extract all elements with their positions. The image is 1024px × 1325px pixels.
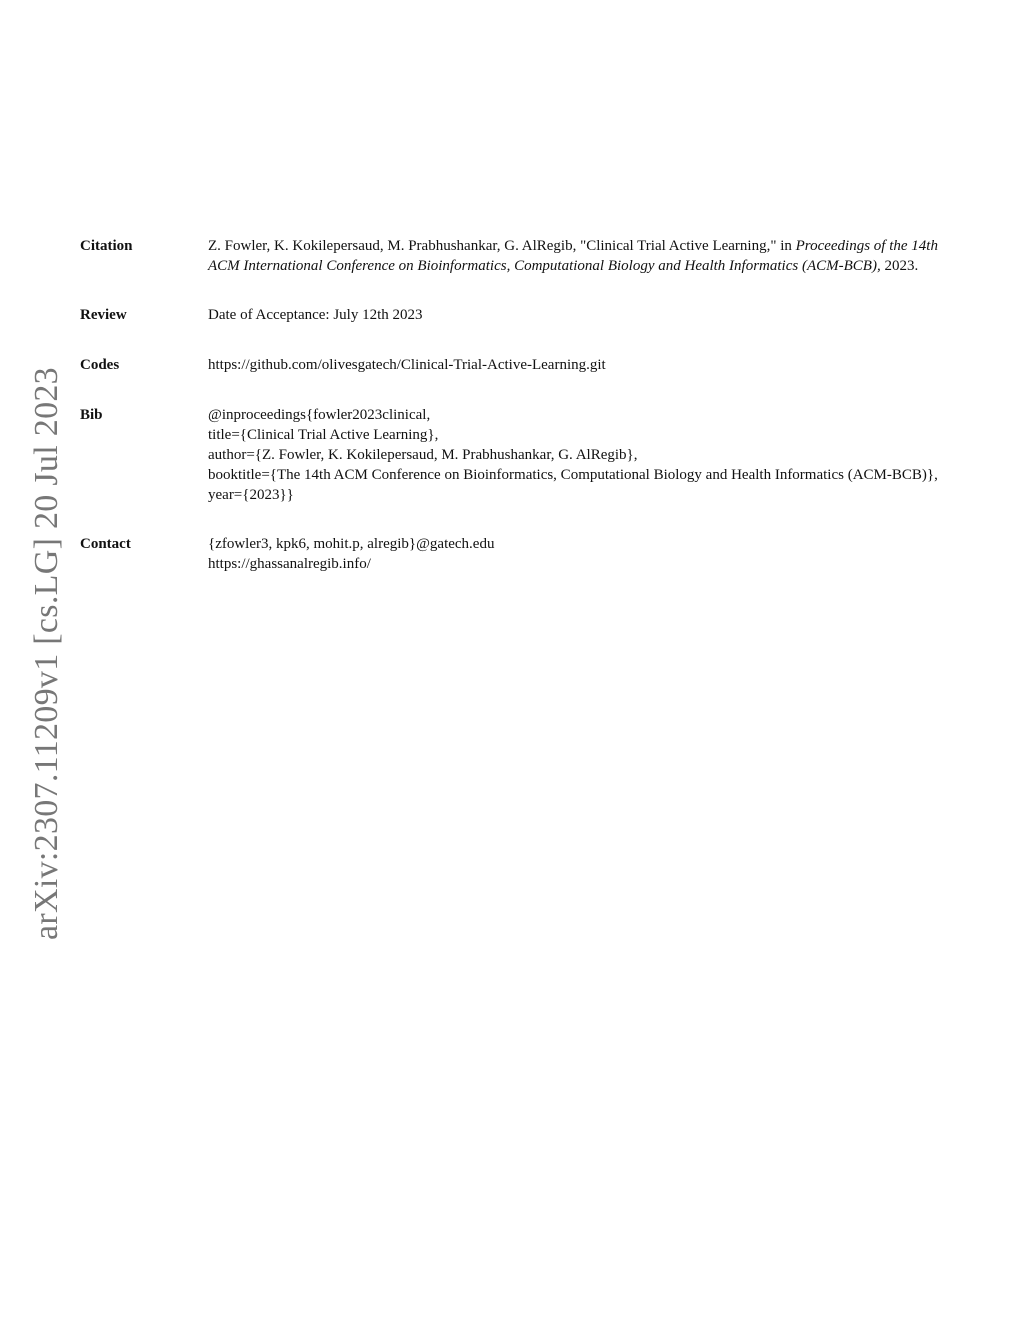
bibtex-entry bbox=[208, 405, 940, 505]
citation-label: Citation bbox=[80, 238, 133, 254]
contact-details bbox=[208, 534, 940, 574]
contact-row bbox=[80, 534, 940, 574]
bibtex-line: year={2023}} bbox=[208, 487, 294, 503]
citation-row bbox=[80, 236, 940, 276]
citation-venue: Proceedings of the 14th ACM International Conference on Bioinformatics, Computational Biology and Health Informatics (ACM-BCB), bbox=[208, 238, 938, 274]
codes-row bbox=[80, 355, 940, 375]
citation-year: 2023. bbox=[880, 258, 919, 274]
contact-website-link[interactable]: https://ghassanalregib.info/ bbox=[208, 556, 371, 572]
paper-info-table bbox=[80, 236, 940, 574]
review-acceptance-date: Date of Acceptance: July 12th 2023 bbox=[208, 307, 423, 323]
bibtex-line: author={Z. Fowler, K. Kokilepersaud, M. Prabhushankar, G. AlRegib}, bbox=[208, 447, 638, 463]
review-label: Review bbox=[80, 307, 127, 323]
bib-label: Bib bbox=[80, 407, 103, 423]
review-row bbox=[80, 305, 940, 325]
codes-label: Codes bbox=[80, 357, 120, 373]
bib-row bbox=[80, 405, 940, 505]
contact-label: Contact bbox=[80, 536, 131, 552]
citation-authors-title: Z. Fowler, K. Kokilepersaud, M. Prabhushankar, G. AlRegib, "Clinical Trial Active Learning," in bbox=[208, 238, 796, 254]
codes-repository-link[interactable]: https://github.com/olivesgatech/Clinical-Trial-Active-Learning.git bbox=[208, 357, 606, 373]
citation-text bbox=[208, 236, 940, 276]
contact-emails: {zfowler3, kpk6, mohit.p, alregib}@gatech.edu bbox=[208, 536, 495, 552]
bibtex-line: booktitle={The 14th ACM Conference on Bioinformatics, Computational Biology and Health Informatics (ACM-BCB)}, bbox=[208, 467, 938, 483]
bibtex-line: @inproceedings{fowler2023clinical, bbox=[208, 407, 431, 423]
arxiv-identifier-stamp: arXiv:2307.11209v1 [cs.LG] 20 Jul 2023 bbox=[28, 367, 65, 940]
bibtex-line: title={Clinical Trial Active Learning}, bbox=[208, 427, 439, 443]
